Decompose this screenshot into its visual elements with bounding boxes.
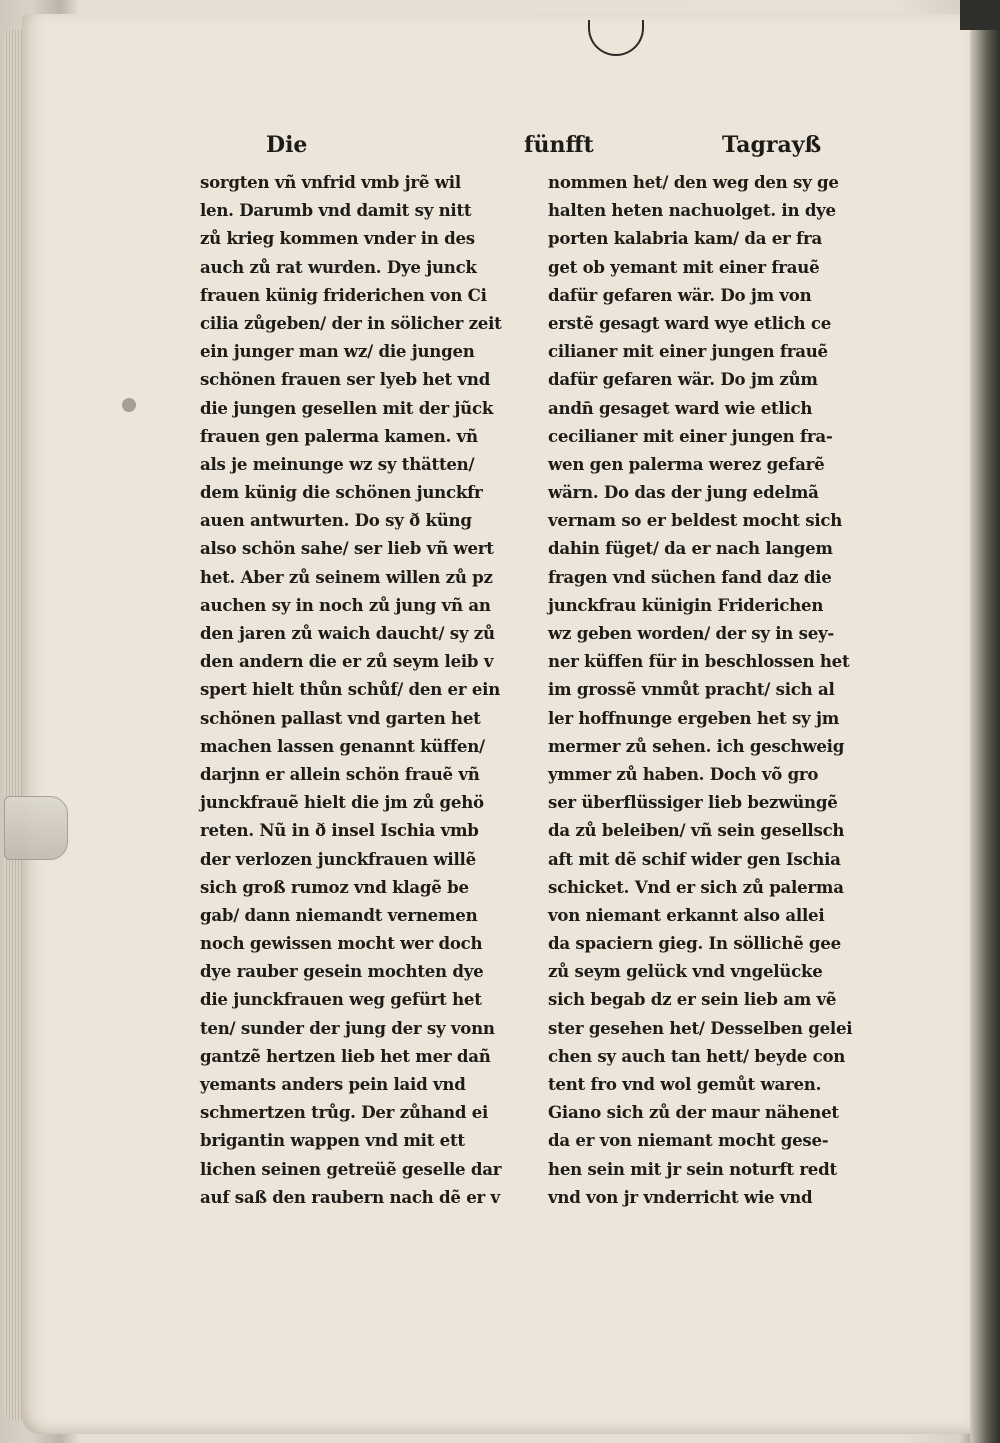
text-line: den andern die er zů seym leib v [200,651,494,672]
text-line: erstẽ gesagt ward wye etlich ce [548,312,832,333]
text-line: junckfrauẽ hielt die jm zů gehö [200,792,484,813]
text-line: die jungen gesellen mit der jũck [200,397,494,418]
right-text-column [548,168,878,1211]
text-line: ster gesehen het/ Desselben gelei [548,1017,853,1038]
text-line: also schön sahe/ ser lieb vñ wert [200,538,494,559]
text-line: andn̄ gesaget ward wie etlich [548,397,813,418]
text-line: im grossẽ vnmůt pracht/ sich al [548,679,835,700]
text-line: fragen vnd süchen fand daz die [548,566,832,587]
text-line: der verlozen junckfrauen willẽ [200,848,476,869]
text-line: dahin füget/ da er nach langem [548,538,833,559]
text-line: junckfrau künigin Friderichen [548,594,824,615]
text-line: reten. Nũ in ð insel Ischia vmb [200,820,479,841]
running-header [266,132,826,164]
text-line: als je meinunge wz sy thätten/ [200,453,475,474]
text-line: vnd von jr vnderricht wie vnd [548,1186,813,1207]
paper-stain [122,398,136,412]
text-line: vernam so er beldest mocht sich [548,510,843,531]
text-line: dem künig die schönen junckfr [200,482,483,503]
text-line: porten kalabria kam/ da er fra [548,228,822,249]
text-line: ymmer zů haben. Doch võ gro [548,763,819,784]
text-line: wärn. Do das der jung edelmã [548,482,819,503]
text-line: schmertzen trůg. Der zůhand ei [200,1102,489,1123]
text-line: zů krieg kommen vnder in des [200,228,475,249]
text-line: da spaciern gieg. In söllichẽ gee [548,933,841,954]
text-line: lichen seinen getreüẽ geselle dar [200,1158,502,1179]
text-line: da er von niemant mocht gese- [548,1130,829,1151]
left-text-column [200,168,528,1211]
text-line: ten/ sunder der jung der sy vonn [200,1017,495,1038]
text-line: den jaren zů waich daucht/ sy zů [200,623,495,643]
text-line: schicket. Vnd er sich zů palerma [548,876,844,897]
header-left: Die [266,132,308,158]
text-line: zů seym gelück vnd vngelücke [548,961,823,982]
text-line: spert hielt thůn schůf/ den er ein [200,679,501,700]
text-line: Giano sich zů der maur nähenet [548,1102,839,1123]
text-line: yemants anders pein laid vnd [200,1074,466,1094]
text-line: darjnn er allein schön frauẽ vñ [200,763,480,784]
text-line: dafür gefaren wär. Do jm zům [548,369,818,390]
text-line: machen lassen genannt küffen/ [200,735,485,756]
text-line: gab/ dann niemandt vernemen [200,904,478,925]
text-line: cilianer mit einer jungen frauẽ [548,341,828,362]
text-line: nommen het/ den weg den sy ge [548,172,839,192]
text-line: noch gewissen mocht wer doch [200,933,483,954]
text-line: cecilianer mit einer jungen fra- [548,425,833,446]
text-line: von niemant erkannt also allei [548,904,825,925]
text-line: aft mit dẽ schif wider gen Ischia [548,848,841,869]
text-line: dafür gefaren wär. Do jm von [548,284,812,305]
text-line: wz geben worden/ der sy in sey- [548,623,835,643]
text-line: len. Darumb vnd damit sy nitt [200,200,472,221]
text-line: ein junger man wz/ die jungen [200,341,475,362]
bookmark-tab[interactable] [4,796,68,860]
text-line: schönen frauen ser lyeb het vnd [200,369,491,390]
text-line: wen gen palerma werez gefarẽ [548,453,825,474]
text-line: het. Aber zů seinem willen zů pz [200,566,493,587]
text-line: get ob yemant mit einer frauẽ [548,256,820,277]
text-line: sich begab dz er sein lieb am vẽ [548,989,837,1010]
text-line: brigantin wappen vnd mit ett [200,1130,465,1151]
text-line: auen antwurten. Do sy ð küng [200,510,472,531]
text-line: ner küffen für in beschlossen het [548,651,850,672]
text-line: schönen pallast vnd garten het [200,707,481,728]
header-center: fünfft [524,132,594,158]
text-line: auchen sy in noch zů jung vñ an [200,594,491,615]
text-line: frauen künig friderichen von Ci [200,284,487,305]
text-line: auf saß den raubern nach dẽ er v [200,1186,500,1207]
text-line: sich groß rumoz vnd klagẽ be [200,876,469,897]
text-line: cilia zůgeben/ der in sölicher zeit [200,312,502,333]
text-line: ser überflüssiger lieb bezwüngẽ [548,792,838,813]
text-line: mermer zů sehen. ich geschweig [548,735,845,756]
text-line: ler hoffnunge ergeben het sy jm [548,707,840,728]
book-spine-edge [970,0,1000,1443]
text-line: sorgten vñ vnfrid vmb jrẽ wil [200,172,461,192]
text-line: frauen gen palerma kamen. vñ [200,425,478,446]
text-line: die junckfrauen weg gefürt het [200,989,482,1010]
scan-corner [960,0,1000,30]
text-line: auch zů rat wurden. Dye junck [200,256,477,277]
text-line: chen sy auch tan hett/ beyde con [548,1045,846,1066]
page-stack-edge [4,30,22,1420]
header-right: Tagrayß [722,132,822,158]
text-line: halten heten nachuolget. in dye [548,200,836,221]
text-line: dye rauber gesein mochten dye [200,961,484,982]
text-line: gantzẽ hertzen lieb het mer dañ [200,1045,491,1066]
text-line: tent fro vnd wol gemůt waren. [548,1074,822,1094]
text-line: hen sein mit jr sein noturft redt [548,1158,837,1179]
text-line: da zů beleiben/ vñ sein gesellsch [548,820,845,841]
